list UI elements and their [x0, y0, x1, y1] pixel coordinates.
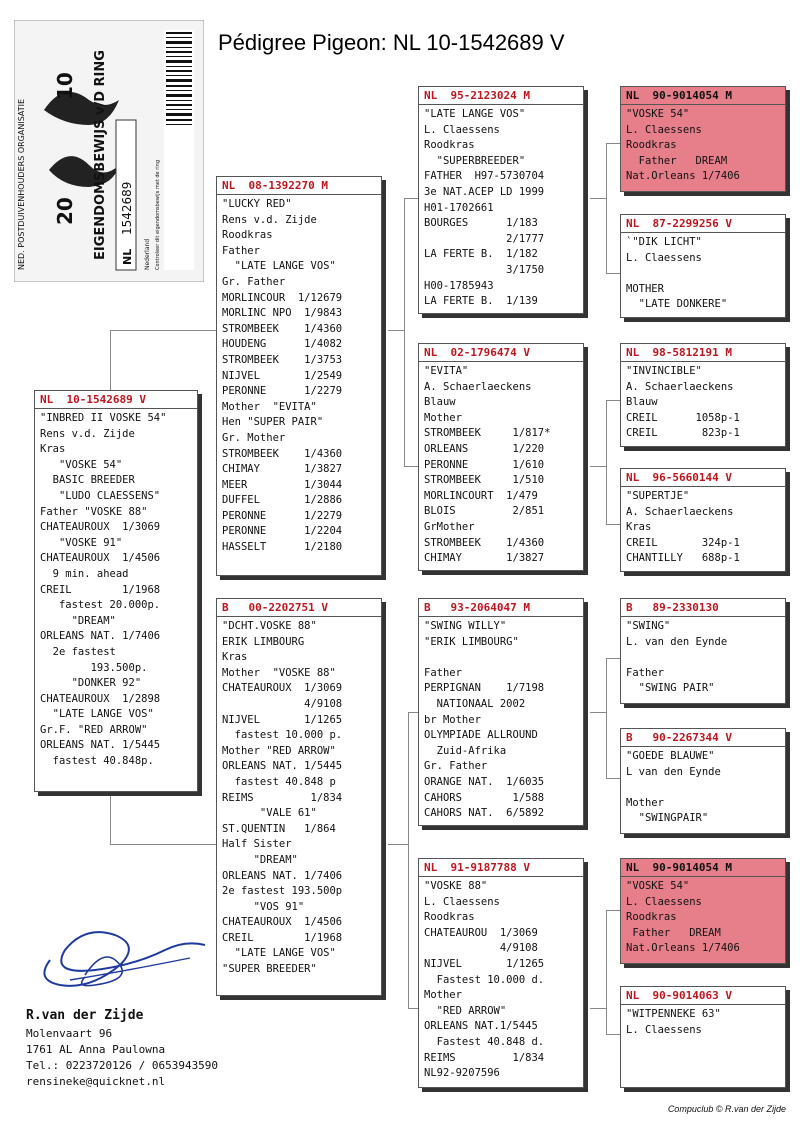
pedigree-line: Roodkras	[424, 911, 475, 924]
pedigree-line: "DONKER 92"	[40, 677, 142, 690]
pedigree-line: "LATE LANGE VOS"	[40, 708, 154, 721]
ring-number-header: NL 87-2299256 V	[621, 216, 785, 233]
connector	[110, 844, 218, 845]
pedigree-line: "SWINGPAIR"	[626, 812, 709, 825]
pedigree-line: Father DREAM	[626, 926, 721, 939]
pedigree-line: Blauw	[626, 396, 658, 409]
pedigree-line: NATIONAAL 2002	[424, 697, 526, 710]
pedigree-line: "LUDO CLAESSENS"	[40, 489, 161, 502]
pedigree-line: "GOEDE BLAUWE"	[626, 750, 715, 762]
ring-number-header: NL 90-9014054 M	[621, 860, 785, 877]
pedigree-line: L. Claessens	[424, 895, 500, 908]
pedigree-line: "DREAM"	[40, 614, 116, 627]
connector	[408, 712, 418, 713]
pedigree-line: CHATEAUROUX 1/3069	[40, 521, 161, 534]
connector	[606, 1034, 620, 1035]
pedigree-line: 3/1750	[424, 263, 545, 276]
pedigree-line: CAHORS 1/588	[424, 791, 545, 804]
pedigree-line: DUFFEL 1/2886	[222, 494, 343, 507]
owner-block	[26, 1006, 218, 1090]
pedigree-line: Father	[626, 666, 664, 679]
pigeon-card-sd-dam	[620, 468, 786, 572]
pedigree-line: Blauw	[424, 396, 456, 409]
pedigree-line: "LATE LANGE VOS"	[222, 947, 336, 960]
pedigree-line: CHATEAUROUX 1/2898	[40, 692, 161, 705]
pedigree-line: CHANTILLY 688p-1	[626, 552, 740, 565]
pedigree-line: "VOSKE 54"	[626, 108, 690, 120]
pedigree-line: fastest 20.000p.	[40, 599, 161, 612]
pedigree-line: MEER 1/3044	[222, 478, 343, 491]
connector	[404, 198, 405, 466]
pedigree-line: 2e fastest	[40, 645, 116, 658]
ring-number-header: NL 91-9187788 V	[419, 860, 583, 877]
pedigree-line: HASSELT 1/2180	[222, 541, 343, 554]
pedigree-line: Roodkras	[222, 229, 273, 242]
pedigree-line: ST.QUENTIN 1/864	[222, 822, 336, 835]
pedigree-line: BOURGES 1/183	[424, 217, 538, 230]
pedigree-line: Zuid-Afrika	[424, 744, 507, 757]
pedigree-line: CREIL 1/1968	[222, 931, 343, 944]
connector	[110, 790, 111, 844]
pedigree-line: Kras	[222, 651, 248, 664]
pedigree-line: ERIK LIMBOURG	[222, 635, 305, 648]
page-title: Pédigree Pigeon: NL 10-1542689 V	[218, 30, 565, 55]
pedigree-line: Father	[222, 244, 260, 257]
pedigree-line: CREIL 324p-1	[626, 536, 740, 549]
connector	[388, 844, 408, 845]
pedigree-line: Gr. Father	[424, 760, 488, 773]
pedigree-line: LA FERTE B. 1/139	[424, 295, 538, 308]
pedigree-line: "WITPENNEKE 63"	[626, 1008, 721, 1020]
connector	[590, 712, 606, 713]
pedigree-line: "LATE LANGE VOS"	[222, 260, 336, 273]
pedigree-line: "SUPERTJE"	[626, 490, 690, 502]
pigeon-card-sd-sire	[620, 343, 786, 447]
connector	[408, 712, 409, 1008]
pedigree-line: ORLEANS NAT. 1/5445	[40, 739, 161, 752]
connector	[606, 910, 620, 911]
pedigree-line: "VALE 61"	[222, 807, 317, 820]
pedigree-line: Mother	[626, 796, 664, 809]
connector	[606, 910, 607, 1034]
pedigree-line: Hen "SUPER PAIR"	[222, 416, 324, 429]
pigeon-card-dam	[216, 598, 382, 996]
pedigree-line: 3e NAT.ACEP LD 1999	[424, 185, 545, 198]
pigeon-card-dam-dam	[418, 858, 584, 1088]
connector	[590, 198, 606, 199]
pedigree-line: "EVITA"	[424, 365, 469, 377]
pigeon-card-dd-dam	[620, 986, 786, 1088]
connector	[388, 330, 404, 331]
pedigree-line: "VOSKE 54"	[626, 880, 690, 892]
pedigree-line: "INVINCIBLE"	[626, 365, 702, 377]
ring-number-header: NL 90-9014063 V	[621, 988, 785, 1005]
pedigree-line: "LATE DONKERE"	[626, 298, 728, 311]
ring-number: 1542689	[120, 181, 134, 235]
owner-city: 1761 AL Anna Paulowna	[26, 1043, 166, 1056]
ring-number-header: NL 02-1796474 V	[419, 345, 583, 362]
pedigree-line: NIJVEL 1/1265	[222, 713, 343, 726]
pedigree-line: Mother "EVITA"	[222, 400, 317, 413]
ring-note: Controleer dit eigendomsbewijs met de ring	[155, 159, 161, 270]
pedigree-line: NIJVEL 1/1265	[424, 957, 545, 970]
pedigree-line: L. Claessens	[626, 123, 702, 136]
ring-number-header: B 90-2267344 V	[621, 730, 785, 747]
pigeon-card-sire-dam	[418, 343, 584, 571]
connector	[606, 778, 620, 779]
ring-certificate	[14, 20, 204, 282]
pedigree-line: Mother "VOSKE 88"	[222, 666, 336, 679]
connector	[606, 273, 620, 274]
pedigree-line: STROMBEEK 1/4360	[222, 447, 343, 460]
pedigree-line: Roodkras	[626, 139, 677, 152]
pedigree-line: 2/1777	[424, 232, 545, 245]
connector	[110, 330, 111, 390]
ring-year-prefix: 20	[53, 197, 77, 225]
pedigree-line: H00-1785943	[424, 279, 494, 292]
ring-number-header: NL 96-5660144 V	[621, 470, 785, 487]
pedigree-line: "LUCKY RED"	[222, 198, 292, 210]
pedigree-line: MORLINCOUR 1/12679	[222, 291, 343, 304]
pedigree-line: Half Sister	[222, 838, 292, 851]
pedigree-line: fastest 10.000 p.	[222, 729, 343, 742]
pedigree-line: STROMBEEK 1/4360	[424, 536, 545, 549]
connector	[408, 1008, 418, 1009]
pigeon-card-dd-sire	[620, 858, 786, 964]
pedigree-line: CHATEAUROU 1/3069	[424, 926, 538, 939]
owner-street: Molenvaart 96	[26, 1027, 113, 1040]
pedigree-line: REIMS 1/834	[222, 791, 343, 804]
connector	[590, 1008, 606, 1009]
pedigree-line: PERONNE 1/610	[424, 458, 545, 471]
pedigree-line: "VOSKE 91"	[40, 536, 123, 549]
pedigree-line: CAHORS NAT. 6/5892	[424, 807, 545, 820]
owner-email[interactable]: rensineke@quicknet.nl	[26, 1075, 166, 1088]
pedigree-line: REIMS 1/834	[424, 1051, 545, 1064]
ring-number-header: B 93-2064047 M	[419, 600, 583, 617]
pedigree-line: STROMBEEK 1/817*	[424, 427, 551, 440]
pedigree-line: A. Schaerlaeckens	[626, 505, 734, 518]
pedigree-line	[626, 266, 780, 282]
pigeon-card-ss-sire	[620, 86, 786, 192]
pigeon-card-ds-dam	[620, 728, 786, 834]
pedigree-line	[424, 650, 578, 666]
pigeon-card-sire	[216, 176, 382, 576]
owner-name: R.van der Zijde	[26, 1008, 144, 1023]
footer-credit: Compuclub © R.van der Zijde	[667, 1104, 786, 1114]
pedigree-line: CREIL 1058p-1	[626, 411, 740, 424]
connector	[110, 330, 218, 331]
pedigree-line: L. Claessens	[424, 123, 500, 136]
pedigree-line: CHATEAUROUX 1/4506	[222, 916, 343, 929]
pedigree-line: MOTHER	[626, 282, 664, 295]
pedigree-line: "RED ARROW"	[424, 1004, 507, 1017]
pedigree-line: Kras	[626, 521, 652, 534]
pedigree-line: Nat.Orleans 1/7406	[626, 170, 740, 183]
pedigree-line: 2e fastest 193.500p	[222, 885, 343, 898]
pedigree-line: ORLEANS NAT. 1/5445	[222, 760, 343, 773]
connector	[606, 658, 620, 659]
pedigree-line: L. Claessens	[626, 895, 702, 908]
pedigree-line: 4/9108	[424, 942, 538, 955]
pedigree-line: H01-1702661	[424, 201, 494, 214]
connector	[606, 524, 620, 525]
pedigree-line: A. Schaerlaeckens	[424, 380, 532, 393]
pedigree-line: Fastest 10.000 d.	[424, 973, 545, 986]
pedigree-line: "DCHT.VOSKE 88"	[222, 620, 317, 632]
pigeon-card-ds-sire	[620, 598, 786, 704]
ring-country: NL	[121, 248, 134, 265]
pedigree-line: 4/9108	[222, 697, 343, 710]
pedigree-line: ORLEANS NAT. 1/7406	[40, 630, 161, 643]
pedigree-line: "INBRED II VOSKE 54"	[40, 412, 167, 424]
pedigree-line: NL92-9207596	[424, 1067, 500, 1080]
pedigree-line: "VOS 91"	[222, 900, 305, 913]
ring-label: EIGENDOMSBEWIJS v/D RING	[93, 50, 108, 260]
pedigree-line: L. Claessens	[626, 1023, 702, 1036]
pedigree-line: 9 min. ahead	[40, 567, 129, 580]
ring-country-word: Nederland	[144, 238, 151, 270]
pedigree-line: L. van den Eynde	[626, 635, 728, 648]
pigeon-card-dam-sire	[418, 598, 584, 826]
pedigree-line: STROMBEEK 1/3753	[222, 353, 343, 366]
pedigree-line: CHATEAUROUX 1/3069	[222, 682, 343, 695]
pedigree-line: ORLEANS 1/220	[424, 442, 545, 455]
connector	[404, 466, 418, 467]
ring-year-suffix: 10	[53, 72, 77, 100]
connector	[404, 198, 418, 199]
pedigree-line: Mother	[424, 989, 462, 1002]
pedigree-line: Mother	[424, 411, 462, 424]
pedigree-line: Nat.Orleans 1/7406	[626, 942, 740, 955]
pedigree-line: "VOSKE 88"	[424, 880, 488, 892]
pedigree-line: "SWING WILLY"	[424, 620, 507, 632]
pedigree-line: "SUPERBREEDER"	[424, 154, 526, 167]
pedigree-line: "VOSKE 54"	[40, 458, 123, 471]
pedigree-line: "SUPER BREEDER"	[222, 963, 317, 976]
pedigree-line: Father "VOSKE 88"	[40, 505, 148, 518]
ring-number-header: NL 10-1542689 V	[35, 392, 197, 409]
pedigree-line: ORLEANS NAT. 1/7406	[222, 869, 343, 882]
pedigree-line: ORANGE NAT. 1/6035	[424, 775, 545, 788]
pedigree-line: BASIC BREEDER	[40, 474, 135, 487]
pedigree-line: GrMother	[424, 520, 475, 533]
pedigree-line: "SWING"	[626, 620, 671, 632]
pedigree-line	[626, 650, 780, 666]
pedigree-line: OLYMPIADE ALLROUND	[424, 729, 538, 742]
pedigree-line: STROMBEEK 1/510	[424, 474, 545, 487]
pedigree-line: HOUDENG 1/4082	[222, 338, 343, 351]
pigeon-card-subject	[34, 390, 198, 792]
owner-tel: Tel.: 0223720126 / 0653943590	[26, 1059, 219, 1072]
ring-number-header: B 00-2202751 V	[217, 600, 381, 617]
ring-number-header: NL 98-5812191 M	[621, 345, 785, 362]
signature-icon	[30, 920, 210, 995]
ring-number-header: B 89-2330130	[621, 600, 785, 617]
pedigree-line: MORLINCOURT 1/479	[424, 489, 538, 502]
pedigree-line: Gr. Father	[222, 275, 286, 288]
pedigree-line: PERONNE 1/2279	[222, 509, 343, 522]
pedigree-line: "SWING PAIR"	[626, 682, 715, 695]
pedigree-line: Rens v.d. Zijde	[40, 427, 135, 440]
pedigree-line: Gr.F. "RED ARROW"	[40, 723, 148, 736]
pedigree-line: "ERIK LIMBOURG"	[424, 635, 519, 648]
pedigree-line	[626, 780, 780, 796]
pedigree-line: PERONNE 1/2204	[222, 525, 343, 538]
pedigree-line: PERONNE 1/2279	[222, 385, 343, 398]
pedigree-line: Kras	[40, 443, 66, 456]
pedigree-line: L. Claessens	[626, 251, 702, 264]
pedigree-line: Father	[424, 666, 462, 679]
pedigree-line: Father DREAM	[626, 154, 728, 167]
pedigree-line: FATHER H97-5730704	[424, 170, 545, 183]
pedigree-line: PERPIGNAN 1/7198	[424, 682, 545, 695]
connector	[606, 658, 607, 778]
pedigree-line: 193.500p.	[40, 661, 148, 674]
pedigree-line: Roodkras	[424, 139, 475, 152]
pedigree-line: br Mother	[424, 713, 481, 726]
ring-number-header: NL 95-2123024 M	[419, 88, 583, 105]
pigeon-card-sire-sire	[418, 86, 584, 314]
pedigree-line: L van den Eynde	[626, 765, 721, 778]
barcode-icon	[164, 30, 194, 270]
pedigree-line: CREIL 1/1968	[40, 583, 161, 596]
pedigree-line: fastest 40.848 p	[222, 775, 336, 788]
pedigree-line: A. Schaerlaeckens	[626, 380, 734, 393]
pedigree-line: Gr. Mother	[222, 431, 286, 444]
connector	[606, 400, 607, 524]
pedigree-line: `"DIK LICHT"	[626, 236, 702, 248]
pedigree-line: Fastest 40.848 d.	[424, 1035, 545, 1048]
pedigree-line: MORLINC NPO 1/9843	[222, 307, 343, 320]
ring-number-header: NL 90-9014054 M	[621, 88, 785, 105]
connector	[606, 400, 620, 401]
connector	[590, 466, 606, 467]
ring-number-header: NL 08-1392270 M	[217, 178, 381, 195]
connector	[606, 143, 607, 273]
pedigree-line: Roodkras	[626, 911, 677, 924]
pedigree-line: STROMBEEK 1/4360	[222, 322, 343, 335]
pedigree-line: BLOIS 2/851	[424, 505, 545, 518]
pedigree-line: Rens v.d. Zijde	[222, 213, 317, 226]
pedigree-line: "LATE LANGE VOS"	[424, 108, 526, 120]
ring-org: NED. POSTDUIVENHOUDERS ORGANISATIE	[17, 98, 26, 270]
pedigree-line: CHATEAUROUX 1/4506	[40, 552, 161, 565]
pedigree-line: "DREAM"	[222, 853, 298, 866]
pedigree-line: fastest 40.848p.	[40, 755, 154, 768]
pigeon-card-ss-dam	[620, 214, 786, 318]
pedigree-line: CHIMAY 1/3827	[222, 463, 343, 476]
pedigree-line: NIJVEL 1/2549	[222, 369, 343, 382]
connector	[606, 143, 620, 144]
pedigree-line: CHIMAY 1/3827	[424, 552, 545, 565]
pedigree-line: CREIL 823p-1	[626, 427, 740, 440]
pedigree-line: Mother "RED ARROW"	[222, 744, 336, 757]
pedigree-line: LA FERTE B. 1/182	[424, 248, 538, 261]
pedigree-line: ORLEANS NAT.1/5445	[424, 1020, 538, 1033]
